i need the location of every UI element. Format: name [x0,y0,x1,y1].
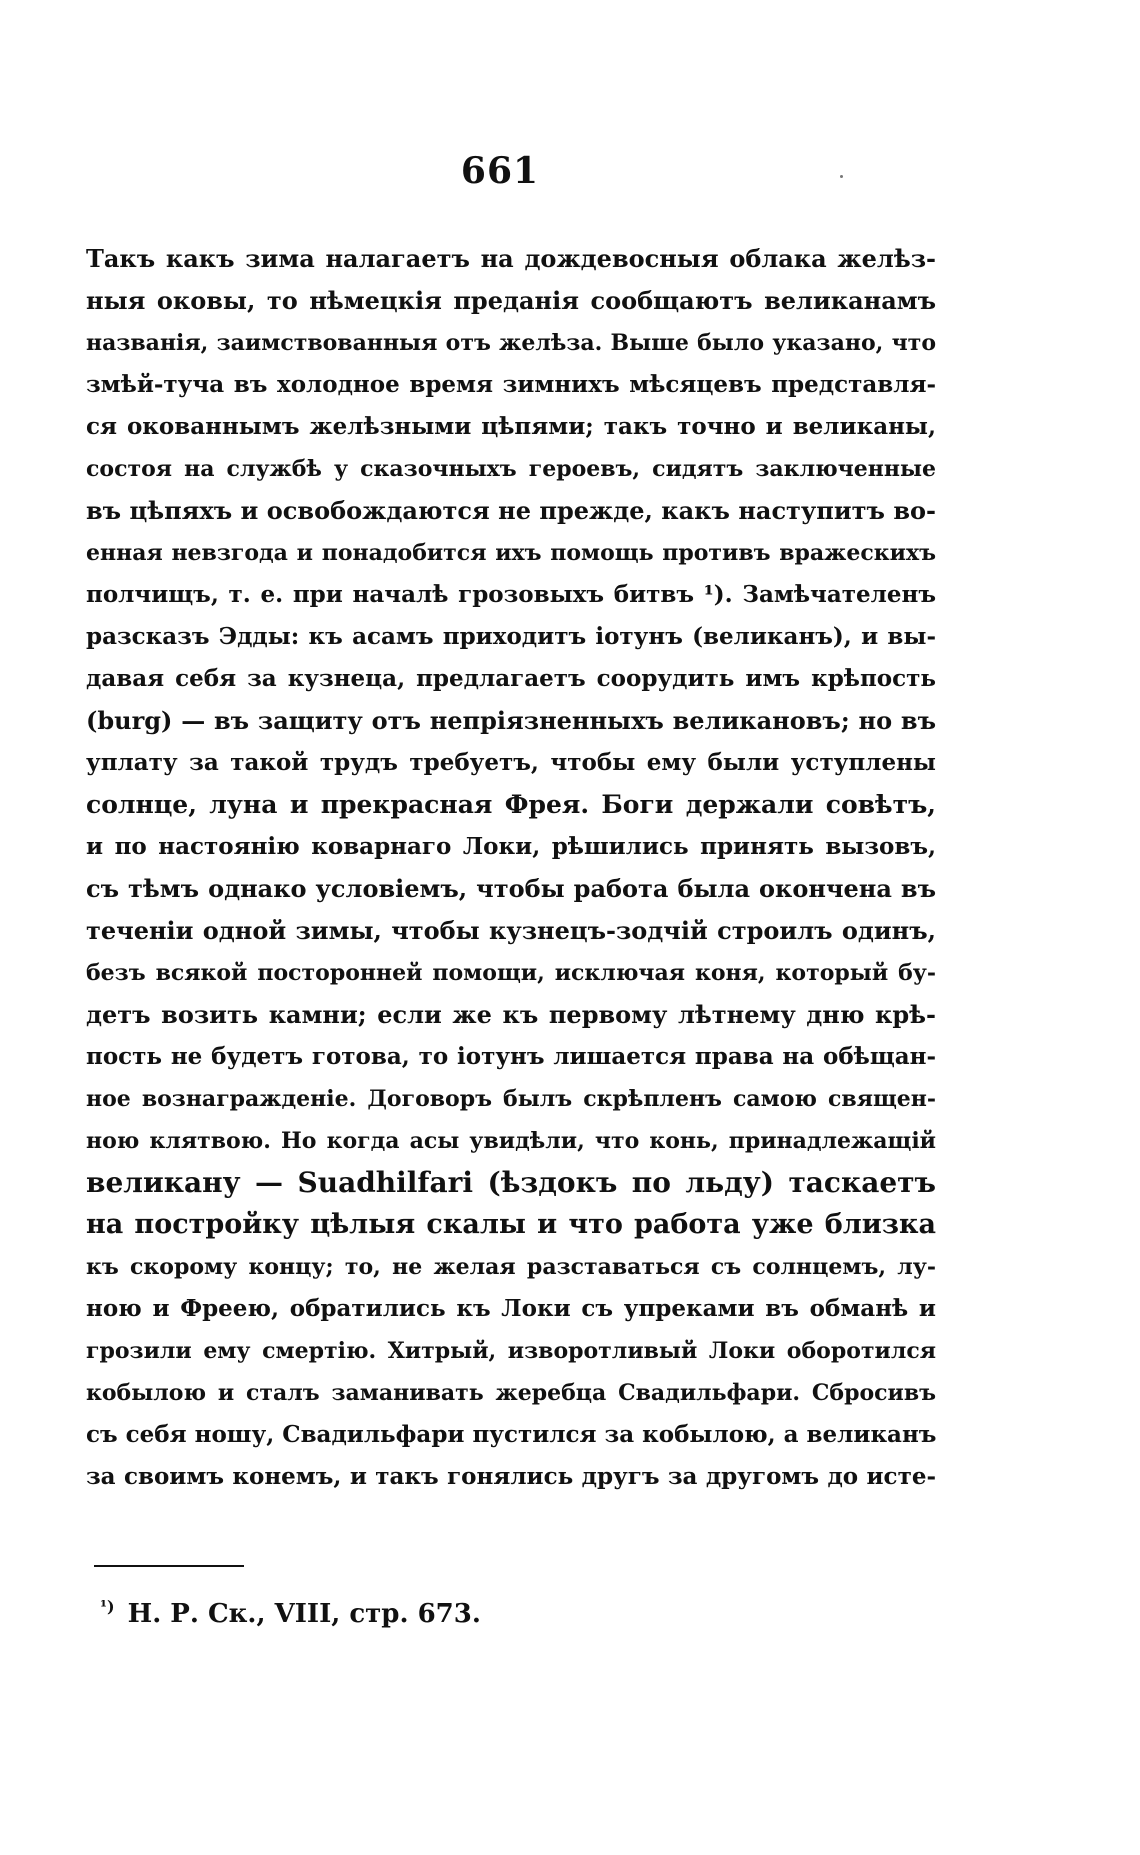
text-line: (burg) — въ защиту отъ непріязненныхъ великановъ; но въ [86,706,936,735]
footnote-rule [94,1565,244,1567]
text-line: за своимъ конемъ, и такъ гонялись другъ за другомъ до исте- [86,1463,936,1490]
text-line: полчищъ, т. е. при началѣ грозовыхъ битвъ ¹). Замѣчателенъ [86,581,936,608]
text-line: солнце, луна и прекрасная Фрея. Боги держали совѣтъ, [86,790,936,819]
text-line: и по настоянію коварнаго Локи, рѣшились принять вызовъ, [86,833,936,860]
text-line: ное вознагражденіе. Договоръ былъ скрѣпленъ самою священ- [86,1086,936,1112]
text-line: ныя оковы, то нѣмецкія преданія сообщаютъ великанамъ [86,286,936,315]
text-line: грозили ему смертію. Хитрый, изворотливый Локи оборотился [86,1338,936,1364]
text-line: детъ возить камни; если же къ первому лѣтнему дню крѣ- [86,1000,936,1029]
text-line: разсказъ Эдды: къ асамъ приходитъ іотунъ (великанъ), и вы- [86,623,936,650]
text-line: теченіи одной зимы, чтобы кузнецъ-зодчій строилъ одинъ, [86,916,936,945]
text-line: ною и Фреею, обратились къ Локи съ упреками въ обманѣ и [86,1295,936,1322]
text-line: уплату за такой трудъ требуетъ, чтобы ему были уступлены [86,749,936,776]
text-line: ся окованнымъ желѣзными цѣпями; такъ точно и великаны, [86,413,936,440]
footnote-text: Н. Р. Ск., VIII, стр. 673. [127,1599,481,1629]
text-line: давая себя за кузнеца, предлагаетъ соорудить имъ крѣпость [86,665,936,692]
text-line: енная невзгода и понадобится ихъ помощь противъ вражескихъ [86,540,936,566]
text-line: пость не будетъ готова, то іотунъ лишается права на обѣщан- [86,1043,936,1070]
text-line: въ цѣпяхъ и освобождаются не прежде, какъ наступитъ во- [86,496,936,525]
text-line: ною клятвою. Но когда асы увидѣли, что конь, принадлежащій [86,1128,936,1154]
body-text [86,238,936,1498]
text-line: кобылою и сталъ заманивать жеребца Свадильфари. Сбросивъ [86,1380,936,1406]
text-line: съ себя ношу, Свадильфари пустился за кобылою, а великанъ [86,1421,937,1448]
page-number: 661 [460,150,540,192]
text-line: съ тѣмъ однако условіемъ, чтобы работа была окончена въ [86,874,936,903]
text-line: безъ всякой посторонней помощи, исключая коня, который бу- [86,960,936,986]
text-line: названія, заимствованныя отъ желѣза. Выше было указано, что [86,330,936,356]
text-line: состоя на службѣ у сказочныхъ героевъ, сидятъ заключенные [86,456,936,482]
footnote [100,1597,481,1629]
text-line: змѣй-туча въ холодное время зимнихъ мѣсяцевъ представля- [86,371,936,398]
text-line: Такъ какъ зима налагаетъ на дождевосныя облака желѣз- [86,244,936,273]
text-line: къ скорому концу; то, не желая разставаться съ солнцемъ, лу- [86,1254,936,1280]
speck [840,175,843,178]
text-line: на постройку цѣлыя скалы и что работа уже близка [86,1209,936,1240]
footnote-marker: ¹) [100,1597,115,1616]
text-line: великану — Suadhilfari (ѣздокъ по льду) таскаетъ [86,1166,936,1199]
